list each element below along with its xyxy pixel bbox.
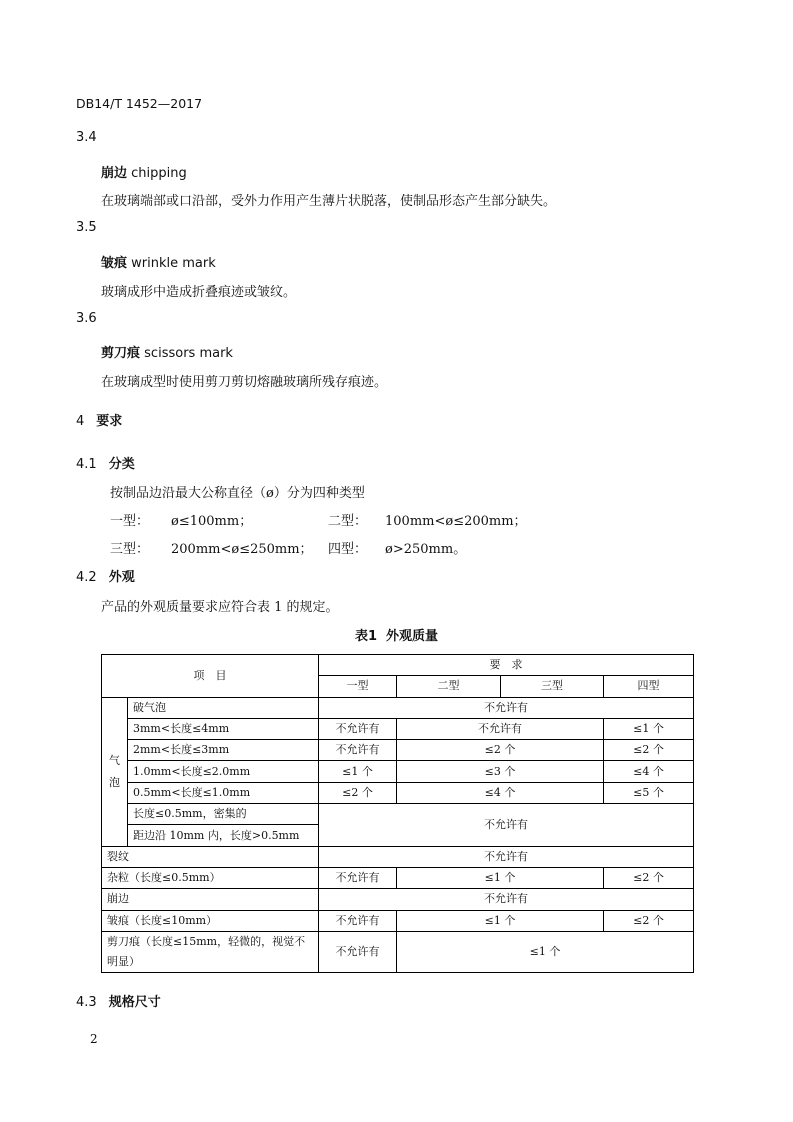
type4-value: ≤2 个	[604, 867, 694, 888]
type4-value: ≤2 个	[604, 910, 694, 931]
section-title: 规格尺寸	[108, 995, 161, 1010]
type4-value: ≤1 个	[604, 718, 694, 739]
term-title	[101, 162, 187, 181]
type1-value: 不允许有	[319, 740, 397, 761]
table-caption-label: 表1	[354, 629, 377, 644]
type-range: 100mm<ø≤200mm；	[385, 514, 527, 529]
row-label-line: 剪刀痕（长度≤15mm，轻微的，视觉不	[107, 934, 306, 948]
table-caption-title: 外观质量	[386, 629, 439, 644]
type-name: 一型：	[110, 514, 150, 529]
row-value: 不允许有	[319, 889, 694, 910]
row-label: 2mm<长度≤3mm	[128, 740, 319, 761]
type-2	[328, 510, 527, 529]
section-number: 4	[76, 414, 85, 429]
table-caption	[0, 625, 793, 644]
term-name-cn: 皱痕	[101, 256, 128, 271]
row-label: 裂纹	[102, 846, 319, 867]
type-header: 三型	[501, 676, 604, 697]
table-row	[102, 931, 694, 972]
type-header: 四型	[604, 676, 694, 697]
type-range: ø≤100mm；	[171, 514, 253, 529]
section-title: 要求	[96, 414, 123, 429]
item-header: 项 目	[102, 655, 319, 698]
type-name: 三型：	[110, 542, 150, 557]
type23-value: ≤1 个	[397, 867, 604, 888]
row-label: 杂粒（长度≤0.5mm）	[102, 867, 319, 888]
row-label: 皱痕（长度≤10mm）	[102, 910, 319, 931]
section-number: 4.1	[76, 457, 97, 472]
type-header: 二型	[397, 676, 501, 697]
table-row	[102, 740, 694, 761]
type23-value: 不允许有	[397, 718, 604, 739]
type-header: 一型	[319, 676, 397, 697]
row-label: 1.0mm<长度≤2.0mm	[128, 761, 319, 782]
type4-value: ≤4 个	[604, 761, 694, 782]
row-value: 不允许有	[319, 846, 694, 867]
term-definition: 玻璃成形中造成折叠痕迹或皱纹。	[101, 285, 297, 300]
type23-value: ≤4 个	[397, 782, 604, 803]
table-row	[102, 889, 694, 910]
term-number: 3.6	[76, 311, 97, 326]
type1-value: ≤2 个	[319, 782, 397, 803]
section-heading	[76, 566, 135, 585]
type-4	[328, 538, 466, 557]
section-number: 4.2	[76, 570, 97, 585]
row-label: 0.5mm<长度≤1.0mm	[128, 782, 319, 803]
type1-value: 不允许有	[319, 931, 397, 972]
type-3	[110, 538, 313, 557]
table-row	[102, 846, 694, 867]
section-number: 4.3	[76, 995, 97, 1010]
type23-value: ≤3 个	[397, 761, 604, 782]
classification-intro: 按制品边沿最大公称直径（ø）分为四种类型	[110, 486, 365, 501]
section-heading	[76, 410, 122, 429]
table-row	[102, 782, 694, 803]
type-range: ø>250mm。	[385, 542, 467, 557]
type-range: 200mm<ø≤250mm；	[171, 542, 313, 557]
type-name: 四型：	[328, 542, 368, 557]
row-label: 距边沿 10mm 内，长度>0.5mm	[128, 825, 319, 846]
row-label: 崩边	[102, 889, 319, 910]
section-heading	[76, 991, 161, 1010]
section-heading	[76, 453, 135, 472]
term-definition: 在玻璃端部或口沿部，受外力作用产生薄片状脱落，使制品形态产生部分缺失。	[101, 194, 557, 209]
bubble-group-label: 气泡	[102, 697, 128, 846]
table-row	[102, 697, 694, 718]
row-label: 3mm<长度≤4mm	[128, 718, 319, 739]
section-title: 外观	[108, 570, 135, 585]
standard-code: DB14/T 1452—2017	[76, 96, 203, 111]
type1-value: 不允许有	[319, 718, 397, 739]
table-header-row	[102, 655, 694, 676]
row-label	[102, 931, 319, 972]
row-label: 长度≤0.5mm，密集的	[128, 804, 319, 825]
table-row	[102, 804, 694, 825]
section-title: 分类	[108, 457, 135, 472]
table-row	[102, 867, 694, 888]
type1-value: 不允许有	[319, 910, 397, 931]
type-1	[110, 510, 252, 529]
term-name-en: scissors mark	[144, 346, 233, 361]
page-number: 2	[90, 1032, 98, 1046]
term-name-en: chipping	[131, 166, 187, 181]
row-label-line: 明显）	[107, 954, 140, 968]
term-number: 3.5	[76, 220, 97, 235]
term-name-cn: 崩边	[101, 166, 128, 181]
term-number: 3.4	[76, 130, 97, 145]
type4-value: ≤2 个	[604, 740, 694, 761]
row-value: 不允许有	[319, 697, 694, 718]
table-row	[102, 718, 694, 739]
type23-value: ≤1 个	[397, 910, 604, 931]
type4-value: ≤5 个	[604, 782, 694, 803]
type1-value: 不允许有	[319, 867, 397, 888]
type-name: 二型：	[328, 514, 368, 529]
term-title	[101, 252, 216, 271]
type23-value: ≤2 个	[397, 740, 604, 761]
term-title	[101, 342, 233, 361]
appearance-quality-table	[101, 654, 694, 973]
requirement-header: 要 求	[319, 655, 694, 676]
type1-value: ≤1 个	[319, 761, 397, 782]
term-name-cn: 剪刀痕	[101, 346, 141, 361]
type234-value: ≤1 个	[397, 931, 694, 972]
table-row	[102, 761, 694, 782]
appearance-text: 产品的外观质量要求应符合表 1 的规定。	[101, 600, 339, 615]
term-name-en: wrinkle mark	[131, 256, 216, 271]
term-definition: 在玻璃成型时使用剪刀剪切熔融玻璃所残存痕迹。	[101, 375, 388, 390]
table-row	[102, 910, 694, 931]
row-value: 不允许有	[319, 804, 694, 847]
row-label: 破气泡	[128, 697, 319, 718]
